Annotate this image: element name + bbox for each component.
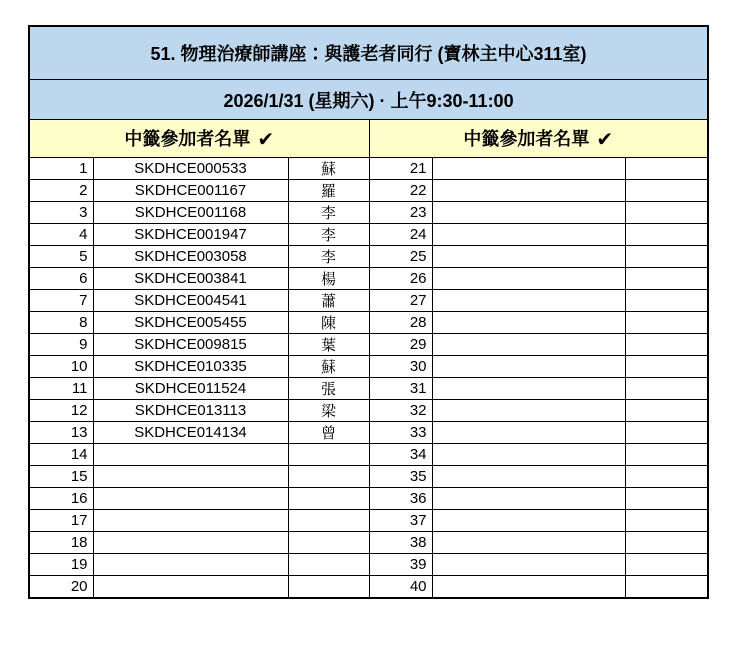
participant-code bbox=[432, 312, 625, 334]
participant-surname bbox=[625, 356, 708, 378]
winner-list-header-left bbox=[29, 120, 369, 158]
row-number: 30 bbox=[369, 356, 432, 378]
winner-list-header-right bbox=[369, 120, 708, 158]
row-number: 3 bbox=[29, 202, 93, 224]
participant-surname bbox=[625, 246, 708, 268]
participant-surname bbox=[288, 554, 369, 576]
row-number: 8 bbox=[29, 312, 93, 334]
table-row bbox=[29, 466, 708, 488]
row-number: 35 bbox=[369, 466, 432, 488]
participant-code bbox=[432, 378, 625, 400]
row-number: 16 bbox=[29, 488, 93, 510]
row-number: 40 bbox=[369, 576, 432, 599]
row-number: 28 bbox=[369, 312, 432, 334]
participant-code bbox=[432, 246, 625, 268]
participant-code bbox=[432, 268, 625, 290]
participant-code: SKDHCE003058 bbox=[93, 246, 288, 268]
participant-surname bbox=[288, 576, 369, 599]
table-row bbox=[29, 246, 708, 268]
participant-code: SKDHCE010335 bbox=[93, 356, 288, 378]
participant-surname bbox=[625, 268, 708, 290]
table-row bbox=[29, 488, 708, 510]
row-number: 14 bbox=[29, 444, 93, 466]
row-number: 34 bbox=[369, 444, 432, 466]
participant-surname bbox=[625, 312, 708, 334]
table-row bbox=[29, 554, 708, 576]
row-number: 18 bbox=[29, 532, 93, 554]
row-number: 24 bbox=[369, 224, 432, 246]
row-number: 33 bbox=[369, 422, 432, 444]
participant-surname bbox=[288, 510, 369, 532]
row-number: 25 bbox=[369, 246, 432, 268]
row-number: 37 bbox=[369, 510, 432, 532]
participant-surname: 羅 bbox=[288, 180, 369, 202]
row-number: 2 bbox=[29, 180, 93, 202]
row-number: 19 bbox=[29, 554, 93, 576]
participant-code bbox=[432, 400, 625, 422]
participant-code bbox=[432, 180, 625, 202]
table-row bbox=[29, 202, 708, 224]
table-row bbox=[29, 334, 708, 356]
participant-code: SKDHCE004541 bbox=[93, 290, 288, 312]
row-number: 9 bbox=[29, 334, 93, 356]
row-number: 20 bbox=[29, 576, 93, 599]
participant-code: SKDHCE011524 bbox=[93, 378, 288, 400]
row-number: 13 bbox=[29, 422, 93, 444]
participant-code bbox=[432, 554, 625, 576]
table-row bbox=[29, 290, 708, 312]
participant-surname bbox=[288, 532, 369, 554]
participant-surname bbox=[625, 488, 708, 510]
participant-surname bbox=[288, 466, 369, 488]
participant-surname bbox=[625, 532, 708, 554]
table-row bbox=[29, 224, 708, 246]
table-row bbox=[29, 268, 708, 290]
participant-code bbox=[432, 202, 625, 224]
row-number: 11 bbox=[29, 378, 93, 400]
participant-surname: 陳 bbox=[288, 312, 369, 334]
check-icon: ✔ bbox=[596, 129, 614, 151]
column-header-row bbox=[29, 120, 708, 158]
row-number: 10 bbox=[29, 356, 93, 378]
participant-code: SKDHCE009815 bbox=[93, 334, 288, 356]
table-row bbox=[29, 356, 708, 378]
participant-surname bbox=[625, 510, 708, 532]
participant-code bbox=[432, 444, 625, 466]
row-number: 26 bbox=[369, 268, 432, 290]
table-row bbox=[29, 510, 708, 532]
row-number: 39 bbox=[369, 554, 432, 576]
winner-list-header-left-label: 中籤參加者名單 bbox=[124, 129, 251, 149]
row-number: 17 bbox=[29, 510, 93, 532]
participant-code bbox=[432, 466, 625, 488]
event-title-row bbox=[29, 26, 708, 80]
table-row bbox=[29, 180, 708, 202]
participant-surname: 葉 bbox=[288, 334, 369, 356]
participant-code bbox=[432, 510, 625, 532]
table-row bbox=[29, 312, 708, 334]
participant-surname: 楊 bbox=[288, 268, 369, 290]
participant-surname: 蕭 bbox=[288, 290, 369, 312]
winner-list-header-right-label: 中籤參加者名單 bbox=[463, 129, 590, 149]
participant-code: SKDHCE005455 bbox=[93, 312, 288, 334]
participant-code bbox=[93, 466, 288, 488]
row-number: 38 bbox=[369, 532, 432, 554]
participant-code bbox=[93, 532, 288, 554]
participant-surname bbox=[288, 488, 369, 510]
participant-code: SKDHCE013113 bbox=[93, 400, 288, 422]
participant-surname bbox=[625, 224, 708, 246]
row-number: 21 bbox=[369, 158, 432, 180]
row-number: 5 bbox=[29, 246, 93, 268]
table-row bbox=[29, 576, 708, 599]
participant-code: SKDHCE003841 bbox=[93, 268, 288, 290]
table-row bbox=[29, 422, 708, 444]
participant-surname: 曾 bbox=[288, 422, 369, 444]
participant-surname bbox=[625, 334, 708, 356]
participant-surname: 李 bbox=[288, 202, 369, 224]
participant-code bbox=[432, 290, 625, 312]
participant-surname bbox=[288, 444, 369, 466]
participant-code bbox=[432, 356, 625, 378]
participant-code bbox=[93, 510, 288, 532]
participant-code: SKDHCE001168 bbox=[93, 202, 288, 224]
participant-code bbox=[93, 576, 288, 599]
participant-code bbox=[432, 532, 625, 554]
row-number: 31 bbox=[369, 378, 432, 400]
table-row bbox=[29, 400, 708, 422]
row-number: 4 bbox=[29, 224, 93, 246]
participant-surname bbox=[625, 290, 708, 312]
participant-surname: 李 bbox=[288, 246, 369, 268]
participant-surname bbox=[625, 444, 708, 466]
row-number: 22 bbox=[369, 180, 432, 202]
participant-surname: 蘇 bbox=[288, 158, 369, 180]
table-row bbox=[29, 444, 708, 466]
row-number: 36 bbox=[369, 488, 432, 510]
participant-surname bbox=[625, 400, 708, 422]
participant-surname bbox=[625, 554, 708, 576]
participant-surname bbox=[625, 180, 708, 202]
participant-surname bbox=[625, 466, 708, 488]
participant-code bbox=[432, 422, 625, 444]
participant-code bbox=[93, 554, 288, 576]
participant-surname bbox=[625, 378, 708, 400]
table-row bbox=[29, 158, 708, 180]
row-number: 32 bbox=[369, 400, 432, 422]
event-datetime: 2026/1/31 (星期六) · 上午9:30-11:00 bbox=[29, 80, 708, 120]
participant-surname bbox=[625, 158, 708, 180]
participant-surname bbox=[625, 576, 708, 599]
participant-code: SKDHCE001947 bbox=[93, 224, 288, 246]
participant-code: SKDHCE014134 bbox=[93, 422, 288, 444]
participant-surname bbox=[625, 422, 708, 444]
row-number: 1 bbox=[29, 158, 93, 180]
participant-surname: 張 bbox=[288, 378, 369, 400]
row-number: 15 bbox=[29, 466, 93, 488]
participant-surname: 梁 bbox=[288, 400, 369, 422]
participant-code bbox=[432, 224, 625, 246]
event-title: 51. 物理治療師講座：與護老者同行 (寶林主中心311室) bbox=[29, 26, 708, 80]
row-number: 27 bbox=[369, 290, 432, 312]
row-number: 23 bbox=[369, 202, 432, 224]
participant-surname: 李 bbox=[288, 224, 369, 246]
row-number: 29 bbox=[369, 334, 432, 356]
table-row bbox=[29, 378, 708, 400]
row-number: 6 bbox=[29, 268, 93, 290]
winner-table bbox=[28, 25, 709, 599]
row-number: 7 bbox=[29, 290, 93, 312]
participant-code: SKDHCE001167 bbox=[93, 180, 288, 202]
participant-code bbox=[432, 334, 625, 356]
participant-code bbox=[432, 488, 625, 510]
event-datetime-row bbox=[29, 80, 708, 120]
participant-code bbox=[432, 576, 625, 599]
participant-code bbox=[93, 488, 288, 510]
participant-surname: 蘇 bbox=[288, 356, 369, 378]
table-row bbox=[29, 532, 708, 554]
participant-code bbox=[432, 158, 625, 180]
check-icon: ✔ bbox=[257, 129, 275, 151]
row-number: 12 bbox=[29, 400, 93, 422]
participant-code bbox=[93, 444, 288, 466]
participant-surname bbox=[625, 202, 708, 224]
participant-code: SKDHCE000533 bbox=[93, 158, 288, 180]
